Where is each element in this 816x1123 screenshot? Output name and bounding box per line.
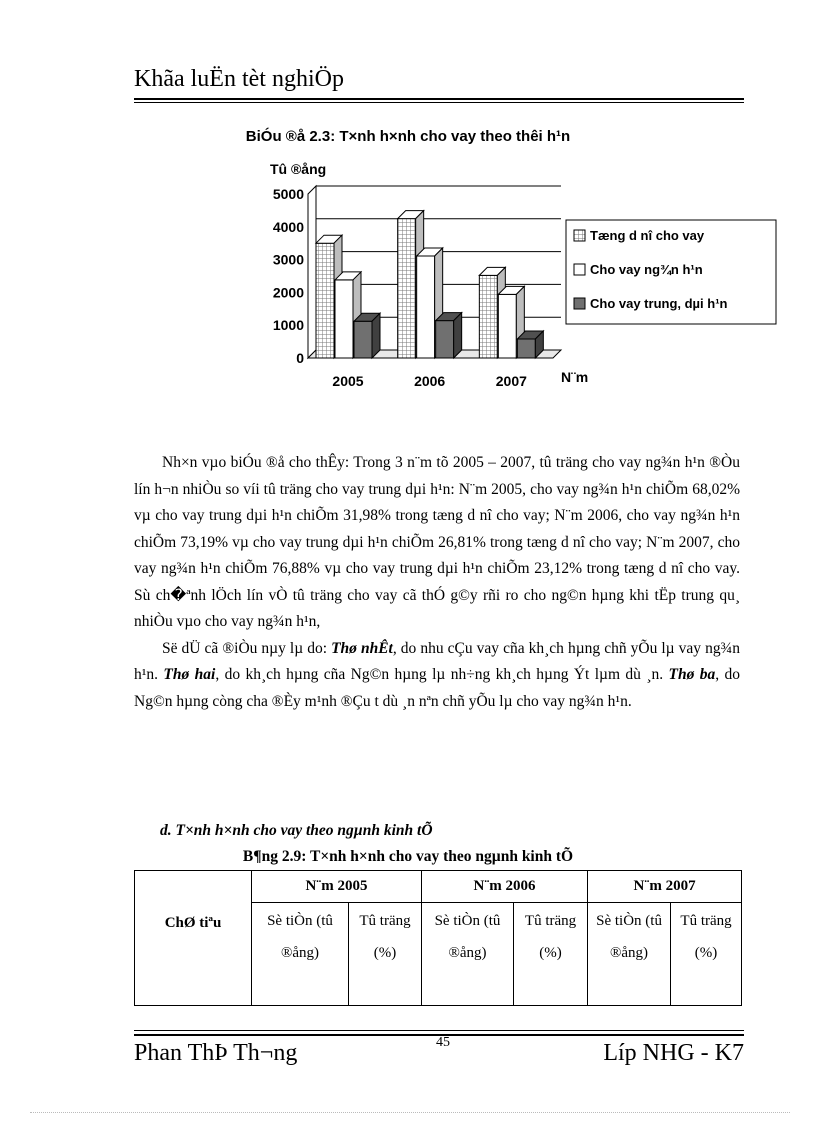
footer-class: Líp NHG - K7 [603,1040,744,1066]
y-tick-label: 3000 [272,251,304,268]
table-subheader-amount: Sè tiÒn (tû ®ång) [252,903,349,1006]
table-subheader-ratio: Tû träng (%) [514,903,588,1006]
table-year-header: N¨m 2007 [588,871,742,903]
header-rule-thin [134,102,744,103]
legend-swatch [574,264,585,275]
y-tick-label: 1000 [272,317,304,334]
table-year-header: N¨m 2005 [252,871,422,903]
legend-swatch [574,230,585,241]
page-number: 45 [436,1035,450,1050]
footer-author: Phan ThÞ Th¬ng [134,1040,298,1066]
data-table [134,870,742,1006]
table-year-header: N¨m 2006 [422,871,588,903]
legend-label: Tæng d nî cho vay [590,228,705,243]
y-tick-label: 5000 [272,186,304,202]
paragraph-2: Së dÜ cã ®iÒu nµy lµ do: Thø nhÊt, do nhu cÇu vay cña kh¸ch hµng chñ yÕu lµ vay ng¾n h¹n. Thø hai, do kh¸ch hµng cña Ng©n hµng lµ nh÷ng kh¸ch hµng Ýt lµm dù ¸n. Thø ba, do Ng©n hµng còng cha ®Èy m¹nh ®Çu t dù ¸n nªn chñ yÕu lµ cho vay ng¾n h¹n. [134,639,740,710]
bar [417,256,435,358]
table-caption: B¶ng 2.9: T×nh h×nh cho vay theo ngµnh kinh tÕ [242,848,574,865]
legend-label: Cho vay trung, dµi h¹n [590,296,728,311]
chart-title: BiÓu ®å 2.3: T×nh h×nh cho vay theo thêi h¹n [245,128,571,145]
x-tick-label: 2007 [495,373,527,389]
page-bottom-border [30,1112,790,1113]
bar [354,321,372,358]
bar [479,275,497,358]
legend-swatch [574,298,585,309]
x-axis-label: N¨m [561,369,589,385]
bar [498,294,516,358]
x-tick-label: 2006 [414,373,446,389]
chart-side-wall [308,186,316,358]
bar [316,243,334,358]
bar-side [372,313,380,358]
running-header-title: Khãa luËn tèt nghiÖp [134,66,344,92]
section-heading: d. T×nh h×nh cho vay theo ngµnh kinh tÕ [160,822,433,839]
header-rule [134,98,744,100]
paragraph-1: Nh×n vµo biÓu ®å cho thÊy: Trong 3 n¨m tõ 2005 – 2007, tû träng cho vay ng¾n h¹n ®Òu lín h¬n nhiÒu so víi tû träng cho vay trung dµi h¹n: N¨m 2005, cho vay ng¾n h¹n chiÕm 68,02% vµ cho vay trung dµi h¹n chiÕm 31,98% trong tæng d nî cho vay; N¨m 2006, cho vay ng¾n h¹n chiÕm 73,19% vµ cho vay trung dµi h¹n chiÕm 26,81% trong tæng d nî cho vay; N¨m 2007, cho vay ng¾n h¹n chiÕm 76,88% vµ cho vay trung dµi h¹n chiÕm 23,12% trong tæng d nî cho vay. Sù ch�ªnh lÖch lín vÒ tû träng cho vay cã thÓ g©y rñi ro cho ng©n hµng khi tËp trung qu¸ nhiÒu vµo cho vay ng¾n h¹n, [134,454,740,630]
y-tick-label: 0 [296,350,304,366]
bar [335,280,353,358]
table-subheader-amount: Sè tiÒn (tû ®ång) [588,903,671,1006]
legend-label: Cho vay ng¾n h¹n [590,262,703,277]
x-tick-label: 2005 [332,373,364,389]
bar [398,219,416,358]
bar-side [454,313,462,358]
y-tick-label: 2000 [272,284,304,301]
body-text [134,450,740,715]
y-axis-label: Tû ®ång [270,161,327,177]
y-tick-label: 4000 [272,218,304,235]
bar [517,339,535,358]
footer-rule-thin [134,1030,744,1031]
table-row-header: ChØ tiªu [135,871,252,1006]
bar [436,321,454,358]
bar-chart [270,150,790,395]
table-subheader-amount: Sè tiÒn (tû ®ång) [422,903,514,1006]
table-subheader-ratio: Tû träng (%) [671,903,742,1006]
table-subheader-ratio: Tû träng (%) [349,903,422,1006]
